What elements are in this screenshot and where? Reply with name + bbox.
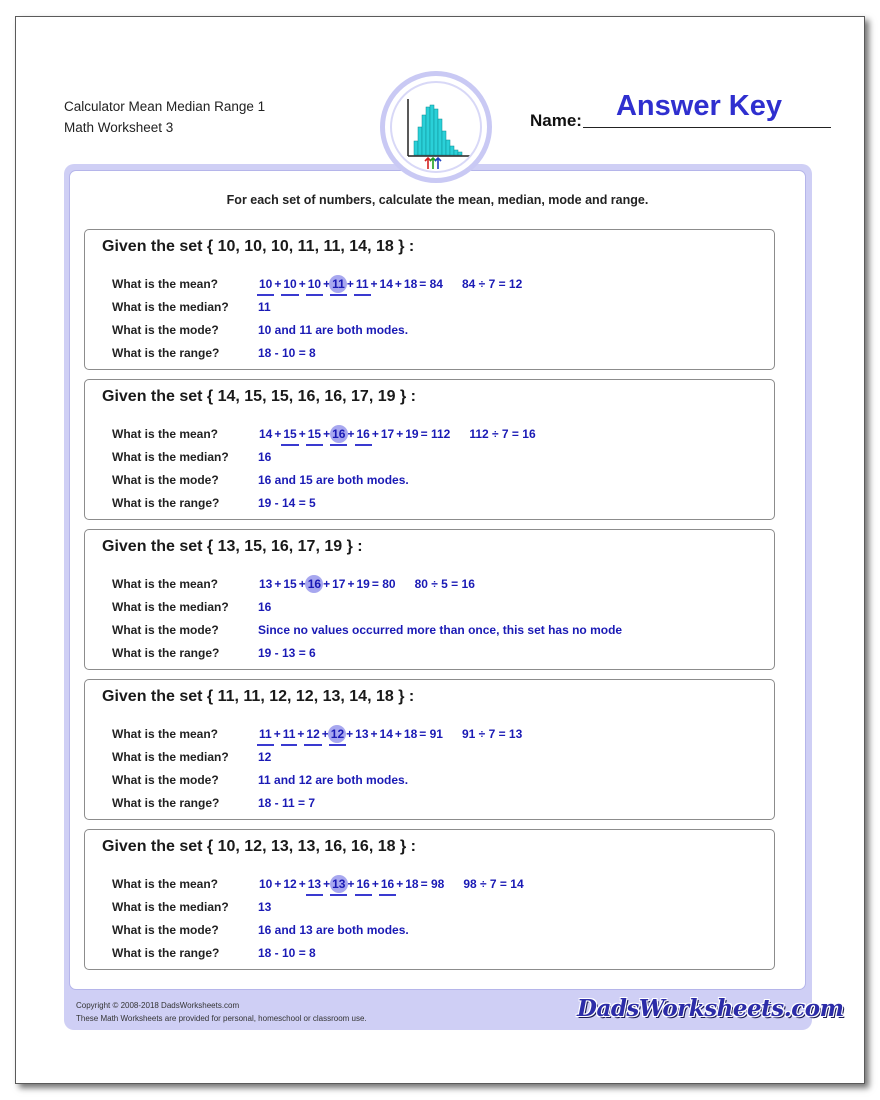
plus-sign: + bbox=[371, 877, 379, 891]
question-label: What is the mean? bbox=[112, 727, 219, 741]
problem-title: Given the set { 10, 10, 10, 11, 11, 14, 18 } : bbox=[102, 238, 415, 255]
median-value: 16 bbox=[307, 577, 322, 591]
plus-sign: + bbox=[347, 577, 355, 591]
set-value: 19 bbox=[356, 577, 370, 591]
question-label: What is the median? bbox=[112, 750, 229, 764]
set-value: 16 bbox=[356, 877, 370, 891]
question-label: What is the range? bbox=[112, 796, 220, 810]
plus-sign: + bbox=[321, 727, 329, 741]
plus-sign: + bbox=[274, 877, 282, 891]
set-value: 15 bbox=[307, 427, 322, 441]
median-answer: 13 bbox=[258, 900, 272, 914]
set-value: 18 bbox=[405, 877, 419, 891]
plus-sign: + bbox=[370, 277, 378, 291]
plus-sign: + bbox=[298, 427, 306, 441]
problem-title: Given the set { 10, 12, 13, 13, 16, 16, 18 } : bbox=[102, 838, 416, 855]
usage-note: These Math Worksheets are provided for personal, homeschool or classroom use. bbox=[76, 1014, 367, 1023]
plus-sign: + bbox=[323, 427, 331, 441]
question-label: What is the mode? bbox=[112, 473, 219, 487]
set-value: 14 bbox=[379, 727, 393, 741]
footer-copyright bbox=[76, 999, 367, 1025]
dadsworksheets-logo: DadsWorksheets.com bbox=[577, 995, 844, 1022]
set-value: 11 bbox=[282, 727, 296, 741]
sum-result: = 98 bbox=[420, 877, 445, 891]
median-answer: 16 bbox=[258, 600, 272, 614]
plus-sign: + bbox=[323, 577, 331, 591]
plus-sign: + bbox=[371, 427, 379, 441]
range-answer: 18 - 10 = 8 bbox=[258, 946, 316, 960]
question-label: What is the range? bbox=[112, 346, 220, 360]
plus-sign: + bbox=[394, 727, 402, 741]
plus-sign: + bbox=[370, 727, 378, 741]
problem-box bbox=[84, 679, 775, 820]
set-value: 16 bbox=[356, 427, 370, 441]
plus-sign: + bbox=[273, 727, 281, 741]
copyright-text: Copyright © 2008-2018 DadsWorksheets.com bbox=[76, 1001, 240, 1010]
set-value: 17 bbox=[332, 577, 346, 591]
plus-sign: + bbox=[323, 877, 331, 891]
plus-sign: + bbox=[347, 427, 355, 441]
median-value: 12 bbox=[330, 727, 345, 741]
median-value: 16 bbox=[332, 427, 346, 441]
question-label: What is the median? bbox=[112, 450, 229, 464]
plus-sign: + bbox=[347, 877, 355, 891]
set-value: 11 bbox=[259, 727, 272, 741]
median-answer: 11 bbox=[258, 300, 271, 314]
sum-result: = 84 bbox=[419, 277, 443, 291]
question-label: What is the range? bbox=[112, 946, 220, 960]
range-answer: 19 - 13 = 6 bbox=[258, 646, 316, 660]
mode-answer: 16 and 13 are both modes. bbox=[258, 923, 409, 937]
mean-work bbox=[258, 576, 475, 596]
question-label: What is the mean? bbox=[112, 577, 219, 591]
question-label: What is the mean? bbox=[112, 277, 219, 291]
plus-sign: + bbox=[298, 277, 306, 291]
question-label: What is the range? bbox=[112, 646, 220, 660]
range-answer: 19 - 14 = 5 bbox=[258, 496, 316, 510]
problem-title: Given the set { 11, 11, 12, 12, 13, 14, 18 } : bbox=[102, 688, 415, 705]
sum-result: = 112 bbox=[420, 427, 451, 441]
sum-result: = 80 bbox=[371, 577, 396, 591]
histogram-logo bbox=[380, 71, 492, 183]
plus-sign: + bbox=[346, 727, 354, 741]
question-label: What is the mode? bbox=[112, 323, 219, 337]
set-value: 12 bbox=[283, 877, 297, 891]
name-line bbox=[583, 127, 831, 128]
question-label: What is the mode? bbox=[112, 623, 219, 637]
plus-sign: + bbox=[298, 577, 306, 591]
set-value: 13 bbox=[355, 727, 369, 741]
plus-sign: + bbox=[274, 577, 282, 591]
set-value: 10 bbox=[307, 277, 322, 291]
set-value: 10 bbox=[259, 877, 273, 891]
plus-sign: + bbox=[396, 427, 404, 441]
question-label: What is the mean? bbox=[112, 877, 219, 891]
set-value: 15 bbox=[283, 427, 297, 441]
mode-answer: 16 and 15 are both modes. bbox=[258, 473, 409, 487]
plus-sign: + bbox=[346, 277, 354, 291]
sum-result: = 91 bbox=[419, 727, 443, 741]
question-label: What is the range? bbox=[112, 496, 220, 510]
plus-sign: + bbox=[274, 277, 282, 291]
set-value: 18 bbox=[403, 727, 418, 741]
mean-division: 98 ÷ 7 = 14 bbox=[463, 877, 524, 891]
answer-key-label: Answer Key bbox=[615, 90, 782, 122]
worksheet-title bbox=[64, 96, 265, 138]
problem-box bbox=[84, 379, 775, 520]
set-value: 10 bbox=[259, 277, 273, 291]
set-value: 15 bbox=[283, 577, 297, 591]
problem-title: Given the set { 13, 15, 16, 17, 19 } : bbox=[102, 538, 363, 555]
instructions: For each set of numbers, calculate the mean, median, mode and range. bbox=[226, 193, 649, 207]
bell-curve-icon bbox=[392, 83, 480, 171]
problem-box bbox=[84, 529, 775, 670]
set-value: 16 bbox=[380, 877, 395, 891]
question-label: What is the median? bbox=[112, 900, 229, 914]
plus-sign: + bbox=[323, 277, 331, 291]
mean-work bbox=[258, 276, 522, 296]
mean-work bbox=[258, 426, 536, 446]
mode-answer: 11 and 12 are both modes. bbox=[258, 773, 409, 787]
title-line-1: Calculator Mean Median Range 1 bbox=[64, 99, 266, 114]
set-value: 13 bbox=[259, 577, 273, 591]
range-answer: 18 - 10 = 8 bbox=[258, 346, 316, 360]
plus-sign: + bbox=[396, 877, 404, 891]
set-value: 14 bbox=[259, 427, 273, 441]
mode-answer: Since no values occurred more than once, this set has no mode bbox=[258, 623, 623, 637]
set-value: 10 bbox=[283, 277, 297, 291]
median-answer: 12 bbox=[258, 750, 272, 764]
median-answer: 16 bbox=[258, 450, 272, 464]
mean-division: 80 ÷ 5 = 16 bbox=[414, 577, 475, 591]
question-label: What is the median? bbox=[112, 600, 229, 614]
set-value: 14 bbox=[379, 277, 393, 291]
mean-work bbox=[258, 876, 524, 896]
set-value: 11 bbox=[355, 277, 369, 291]
mean-work bbox=[258, 726, 522, 746]
median-value: 13 bbox=[332, 877, 346, 891]
question-label: What is the mode? bbox=[112, 923, 219, 937]
mode-answer: 10 and 11 are both modes. bbox=[258, 323, 409, 337]
problem-box bbox=[84, 829, 775, 970]
plus-sign: + bbox=[274, 427, 282, 441]
plus-sign: + bbox=[298, 877, 306, 891]
set-value: 12 bbox=[306, 727, 320, 741]
problem-title: Given the set { 14, 15, 15, 16, 16, 17, 19 } : bbox=[102, 388, 416, 405]
set-value: 17 bbox=[380, 427, 395, 441]
set-value: 19 bbox=[405, 427, 419, 441]
problem-box bbox=[84, 229, 775, 370]
mean-division: 112 ÷ 7 = 16 bbox=[469, 427, 536, 441]
range-answer: 18 - 11 = 7 bbox=[258, 796, 316, 810]
set-value: 18 bbox=[403, 277, 418, 291]
mean-division: 91 ÷ 7 = 13 bbox=[461, 727, 523, 741]
set-value: 13 bbox=[307, 877, 322, 891]
question-label: What is the mode? bbox=[112, 773, 219, 787]
plus-sign: + bbox=[394, 277, 402, 291]
plus-sign: + bbox=[297, 727, 305, 741]
title-line-2: Math Worksheet 3 bbox=[64, 120, 174, 135]
mean-division: 84 ÷ 7 = 12 bbox=[461, 277, 523, 291]
question-label: What is the median? bbox=[112, 300, 229, 314]
name-label: Name: bbox=[530, 111, 582, 130]
question-label: What is the mean? bbox=[112, 427, 219, 441]
median-value: 11 bbox=[332, 277, 345, 291]
